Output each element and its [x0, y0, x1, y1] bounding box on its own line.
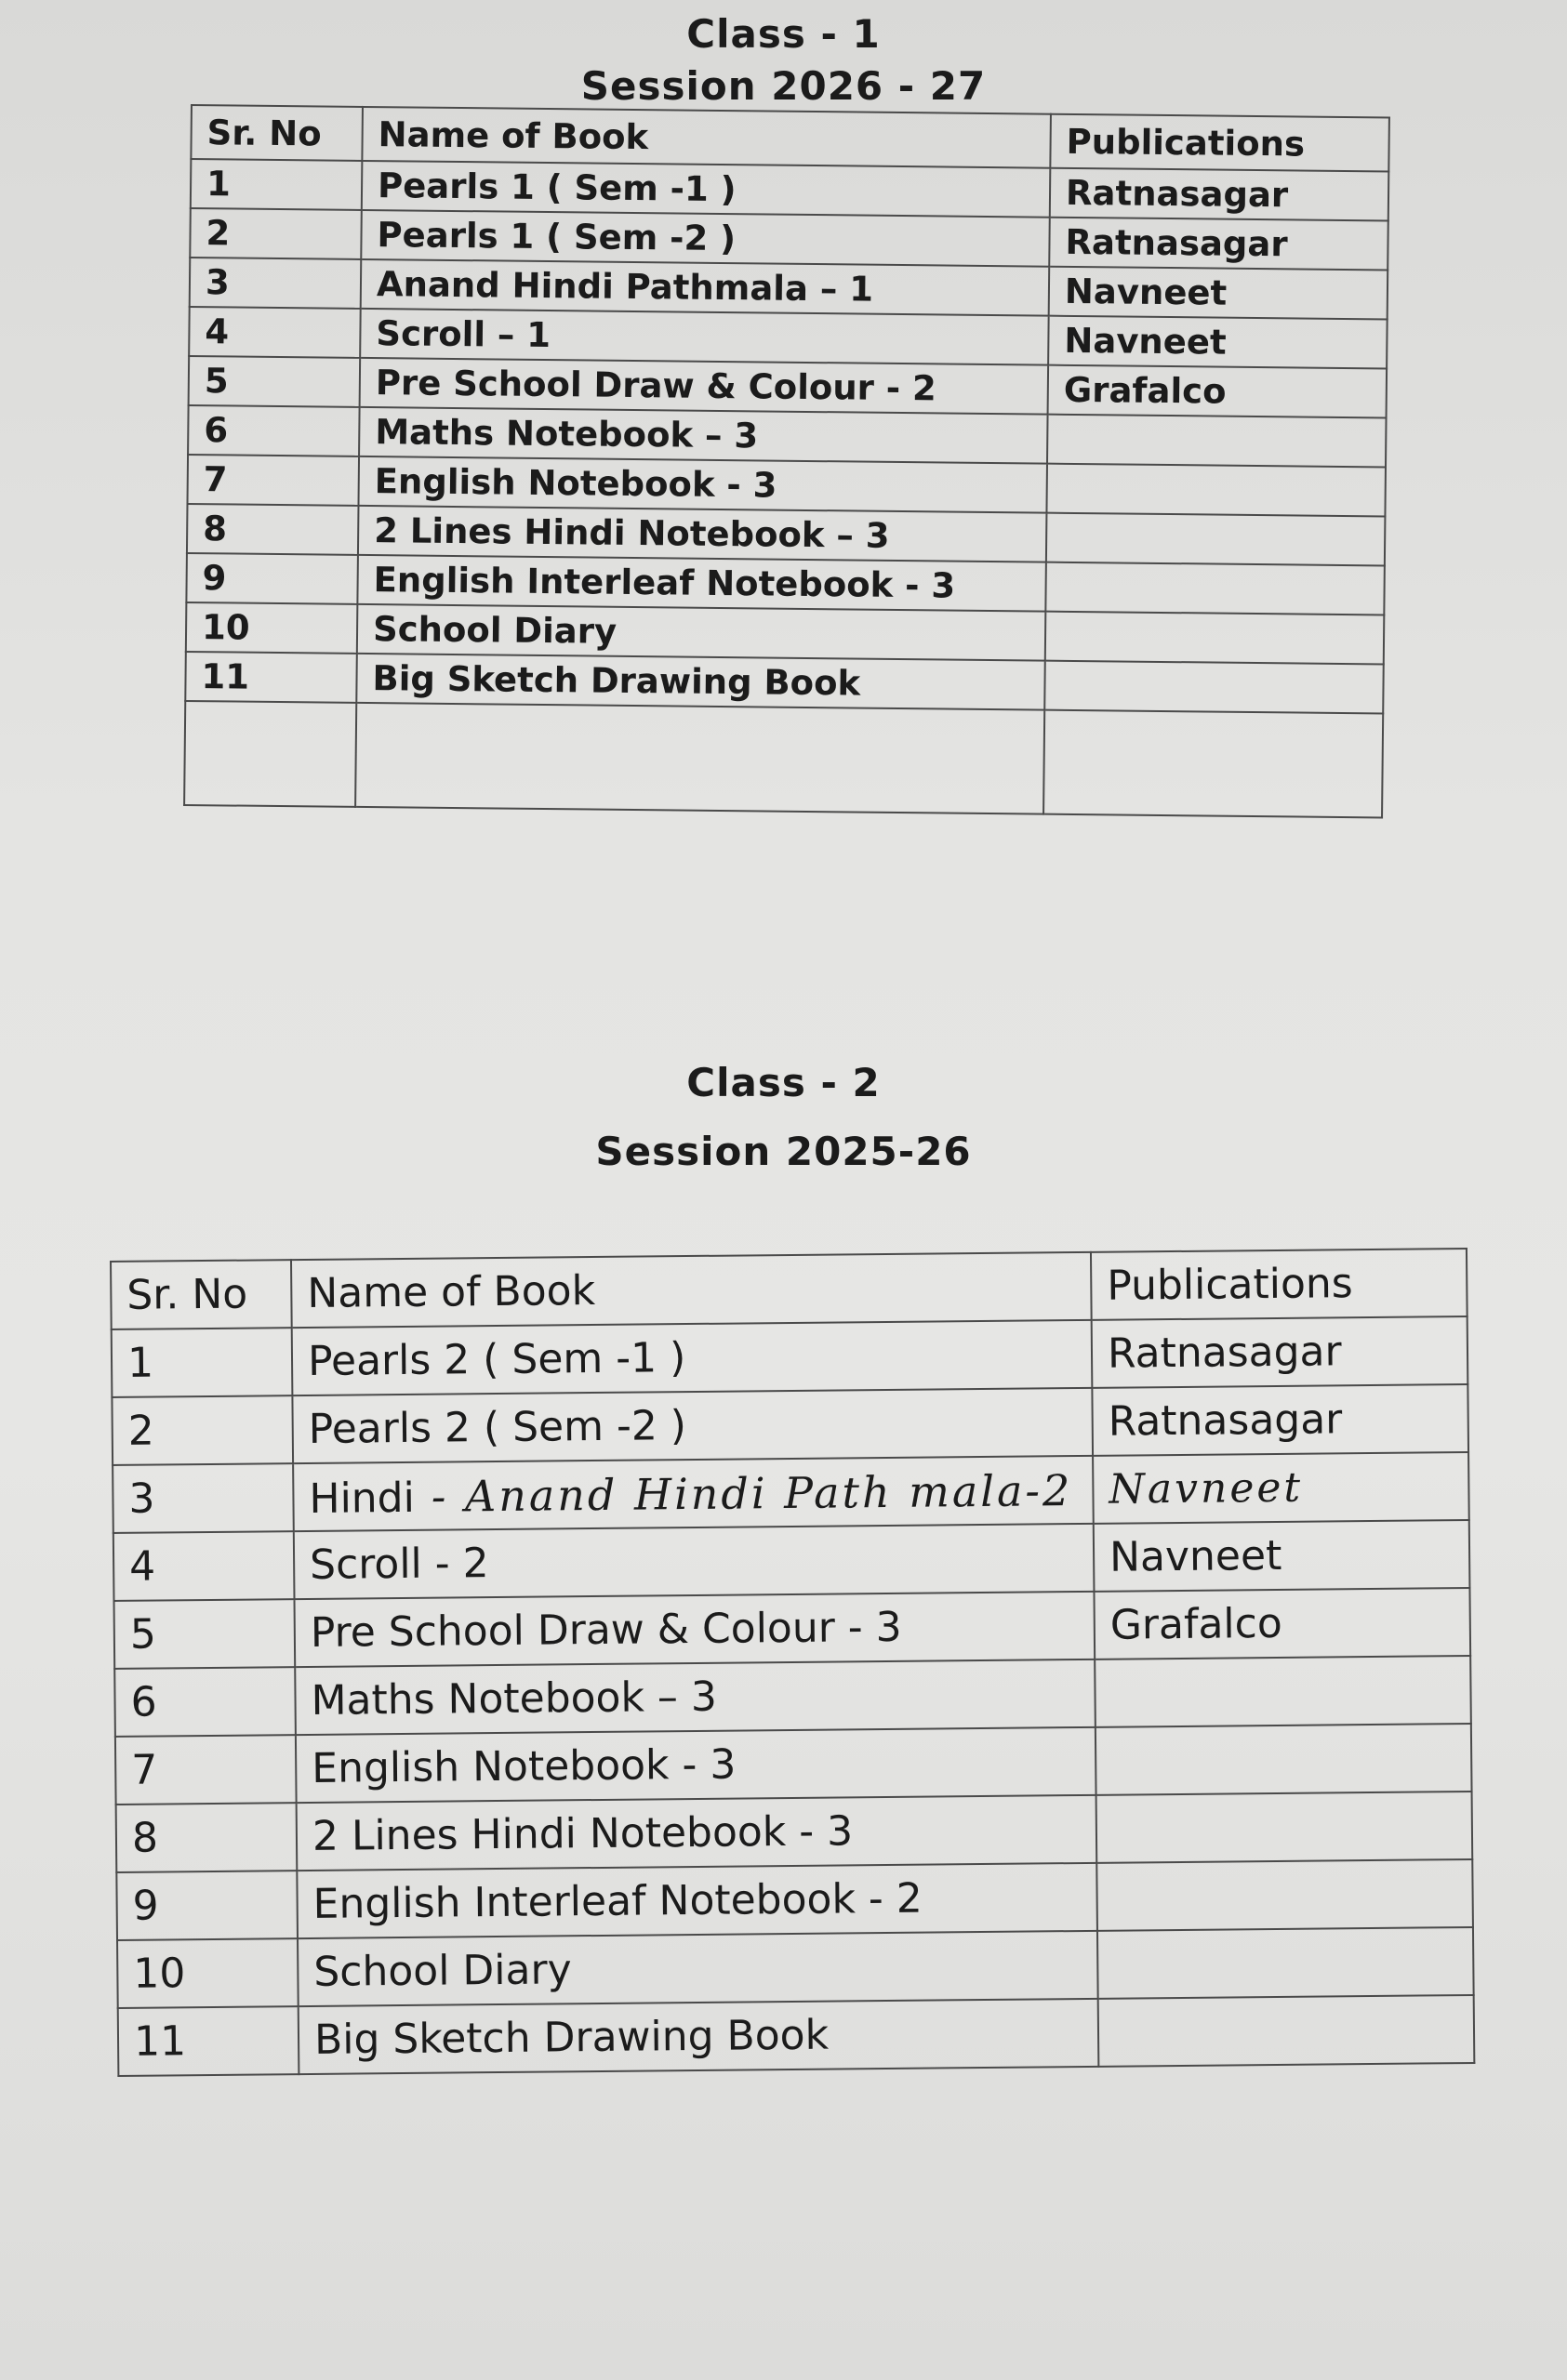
cell-publication: [1045, 562, 1385, 615]
cell-book-name: Pre School Draw & Colour - 2: [360, 358, 1049, 415]
cell-book-name: Pearls 2 ( Sem -2 ): [292, 1388, 1093, 1463]
cell-sr-no: 6: [114, 1667, 296, 1737]
cell-sr-no: 3: [113, 1463, 294, 1533]
table-row: [118, 1995, 1475, 2076]
cell-sr-no: 9: [186, 553, 358, 604]
cell-sr-no: 5: [114, 1599, 296, 1669]
cell-publication: Ratnasagar: [1049, 218, 1388, 271]
table-row: [115, 1724, 1472, 1805]
cell-publication: Navneet: [1094, 1520, 1470, 1592]
cell-book-name: Maths Notebook – 3: [295, 1659, 1096, 1735]
cell-sr-no: 8: [116, 1803, 298, 1872]
table-row: [112, 1316, 1468, 1397]
cell-book-name: English Interleaf Notebook - 3: [357, 555, 1046, 612]
cell-publication: Navneet: [1048, 316, 1388, 369]
cell-sr-no: 1: [112, 1328, 293, 1397]
class2-session: Session 2025-26: [595, 1129, 972, 1174]
cell-book-name: 2 Lines Hindi Notebook – 3: [358, 506, 1047, 562]
cell-publication: [1044, 661, 1384, 714]
cell-sr-no: 5: [189, 356, 361, 407]
cell-sr-no: [184, 701, 356, 807]
cell-publication: [1098, 1995, 1475, 2067]
class2-title: Class - 2: [686, 1060, 881, 1105]
class1-title: Class - 1: [686, 11, 881, 57]
cell-publication: Navneet: [1049, 267, 1388, 320]
cell-publication: [1043, 710, 1383, 818]
cell-book-name: School Diary: [298, 1931, 1098, 2006]
cell-book-name: Pearls 1 ( Sem -1 ): [362, 161, 1051, 218]
cell-publication: [1047, 415, 1387, 468]
class1-session: Session 2026 - 27: [580, 63, 987, 109]
cell-book-name: School Diary: [357, 604, 1046, 661]
column-header-book-name: Name of Book: [362, 107, 1051, 168]
cell-publication: [1095, 1656, 1471, 1727]
cell-book-name: Pearls 2 ( Sem -1 ): [292, 1320, 1093, 1395]
table-header-row: [111, 1249, 1467, 1329]
cell-book-name: Scroll - 2: [294, 1524, 1095, 1599]
table-row: [114, 1656, 1471, 1737]
cell-sr-no: 7: [115, 1735, 297, 1805]
cell-book-name: [355, 703, 1044, 814]
cell-book-name: Big Sketch Drawing Book: [356, 654, 1045, 710]
column-header-publication: Publications: [1050, 114, 1389, 172]
cell-book-name: English Interleaf Notebook - 2: [297, 1863, 1097, 1938]
table-row: [113, 1452, 1469, 1533]
cell-publication: Ratnasagar: [1092, 1316, 1468, 1388]
cell-publication: [1097, 1927, 1474, 1999]
cell-book-name: Pre School Draw & Colour - 3: [295, 1592, 1096, 1667]
table-row: [113, 1520, 1470, 1601]
cell-book-name: Anand Hindi Pathmala – 1: [361, 259, 1050, 316]
column-header-book-name: Name of Book: [291, 1252, 1092, 1328]
cell-book-name: [293, 1456, 1094, 1531]
cell-sr-no: 9: [116, 1871, 298, 1940]
cell-book-name: Maths Notebook – 3: [359, 407, 1048, 464]
table-row: [112, 1384, 1468, 1465]
cell-publication: Navneet: [1093, 1452, 1469, 1524]
class2-book-table: [110, 1248, 1475, 2077]
table-row: [116, 1859, 1473, 1940]
cell-sr-no: 11: [118, 2006, 299, 2076]
column-header-sr-no: Sr. No: [191, 105, 363, 161]
cell-book-name: Pearls 1 ( Sem -2 ): [361, 210, 1050, 267]
table-row: [114, 1588, 1471, 1669]
cell-publication: [1045, 612, 1385, 665]
cell-publication: [1096, 1724, 1472, 1795]
cell-publication: [1096, 1792, 1473, 1863]
cell-book-name: Scroll – 1: [360, 309, 1049, 365]
cell-sr-no: 6: [188, 405, 360, 456]
cell-publication: [1046, 513, 1386, 566]
cell-publication: Grafalco: [1094, 1588, 1470, 1659]
cell-publication: Grafalco: [1048, 365, 1388, 418]
cell-sr-no: 8: [187, 504, 359, 555]
cell-sr-no: 2: [190, 208, 362, 259]
handwritten-note: - Anand Hindi Path mala-2: [431, 1464, 1073, 1522]
column-header-sr-no: Sr. No: [111, 1260, 292, 1329]
cell-publication: [1046, 464, 1386, 517]
cell-publication: Ratnasagar: [1092, 1384, 1468, 1456]
cell-sr-no: 4: [189, 307, 361, 358]
cell-sr-no: 1: [191, 159, 363, 210]
cell-sr-no: 3: [190, 258, 362, 309]
cell-publication: Ratnasagar: [1050, 168, 1389, 221]
cell-sr-no: 4: [113, 1531, 295, 1601]
cell-book-name: English Notebook - 3: [296, 1727, 1096, 1803]
cell-publication: [1096, 1859, 1473, 1931]
table-row: [184, 701, 1383, 817]
cell-book-name: English Notebook - 3: [358, 456, 1047, 513]
cell-book-name: Big Sketch Drawing Book: [299, 1999, 1099, 2074]
cell-sr-no: 7: [187, 455, 359, 506]
table-row: [116, 1792, 1473, 1872]
cell-book-name: 2 Lines Hindi Notebook - 3: [297, 1795, 1097, 1871]
cell-text: Hindi: [309, 1474, 416, 1523]
cell-sr-no: 10: [117, 1938, 299, 2008]
column-header-publication: Publications: [1091, 1249, 1467, 1320]
table-row: [117, 1927, 1474, 2008]
cell-sr-no: 2: [112, 1395, 293, 1465]
class1-book-table: [183, 104, 1390, 818]
cell-sr-no: 11: [185, 652, 357, 703]
cell-sr-no: 10: [186, 602, 358, 654]
